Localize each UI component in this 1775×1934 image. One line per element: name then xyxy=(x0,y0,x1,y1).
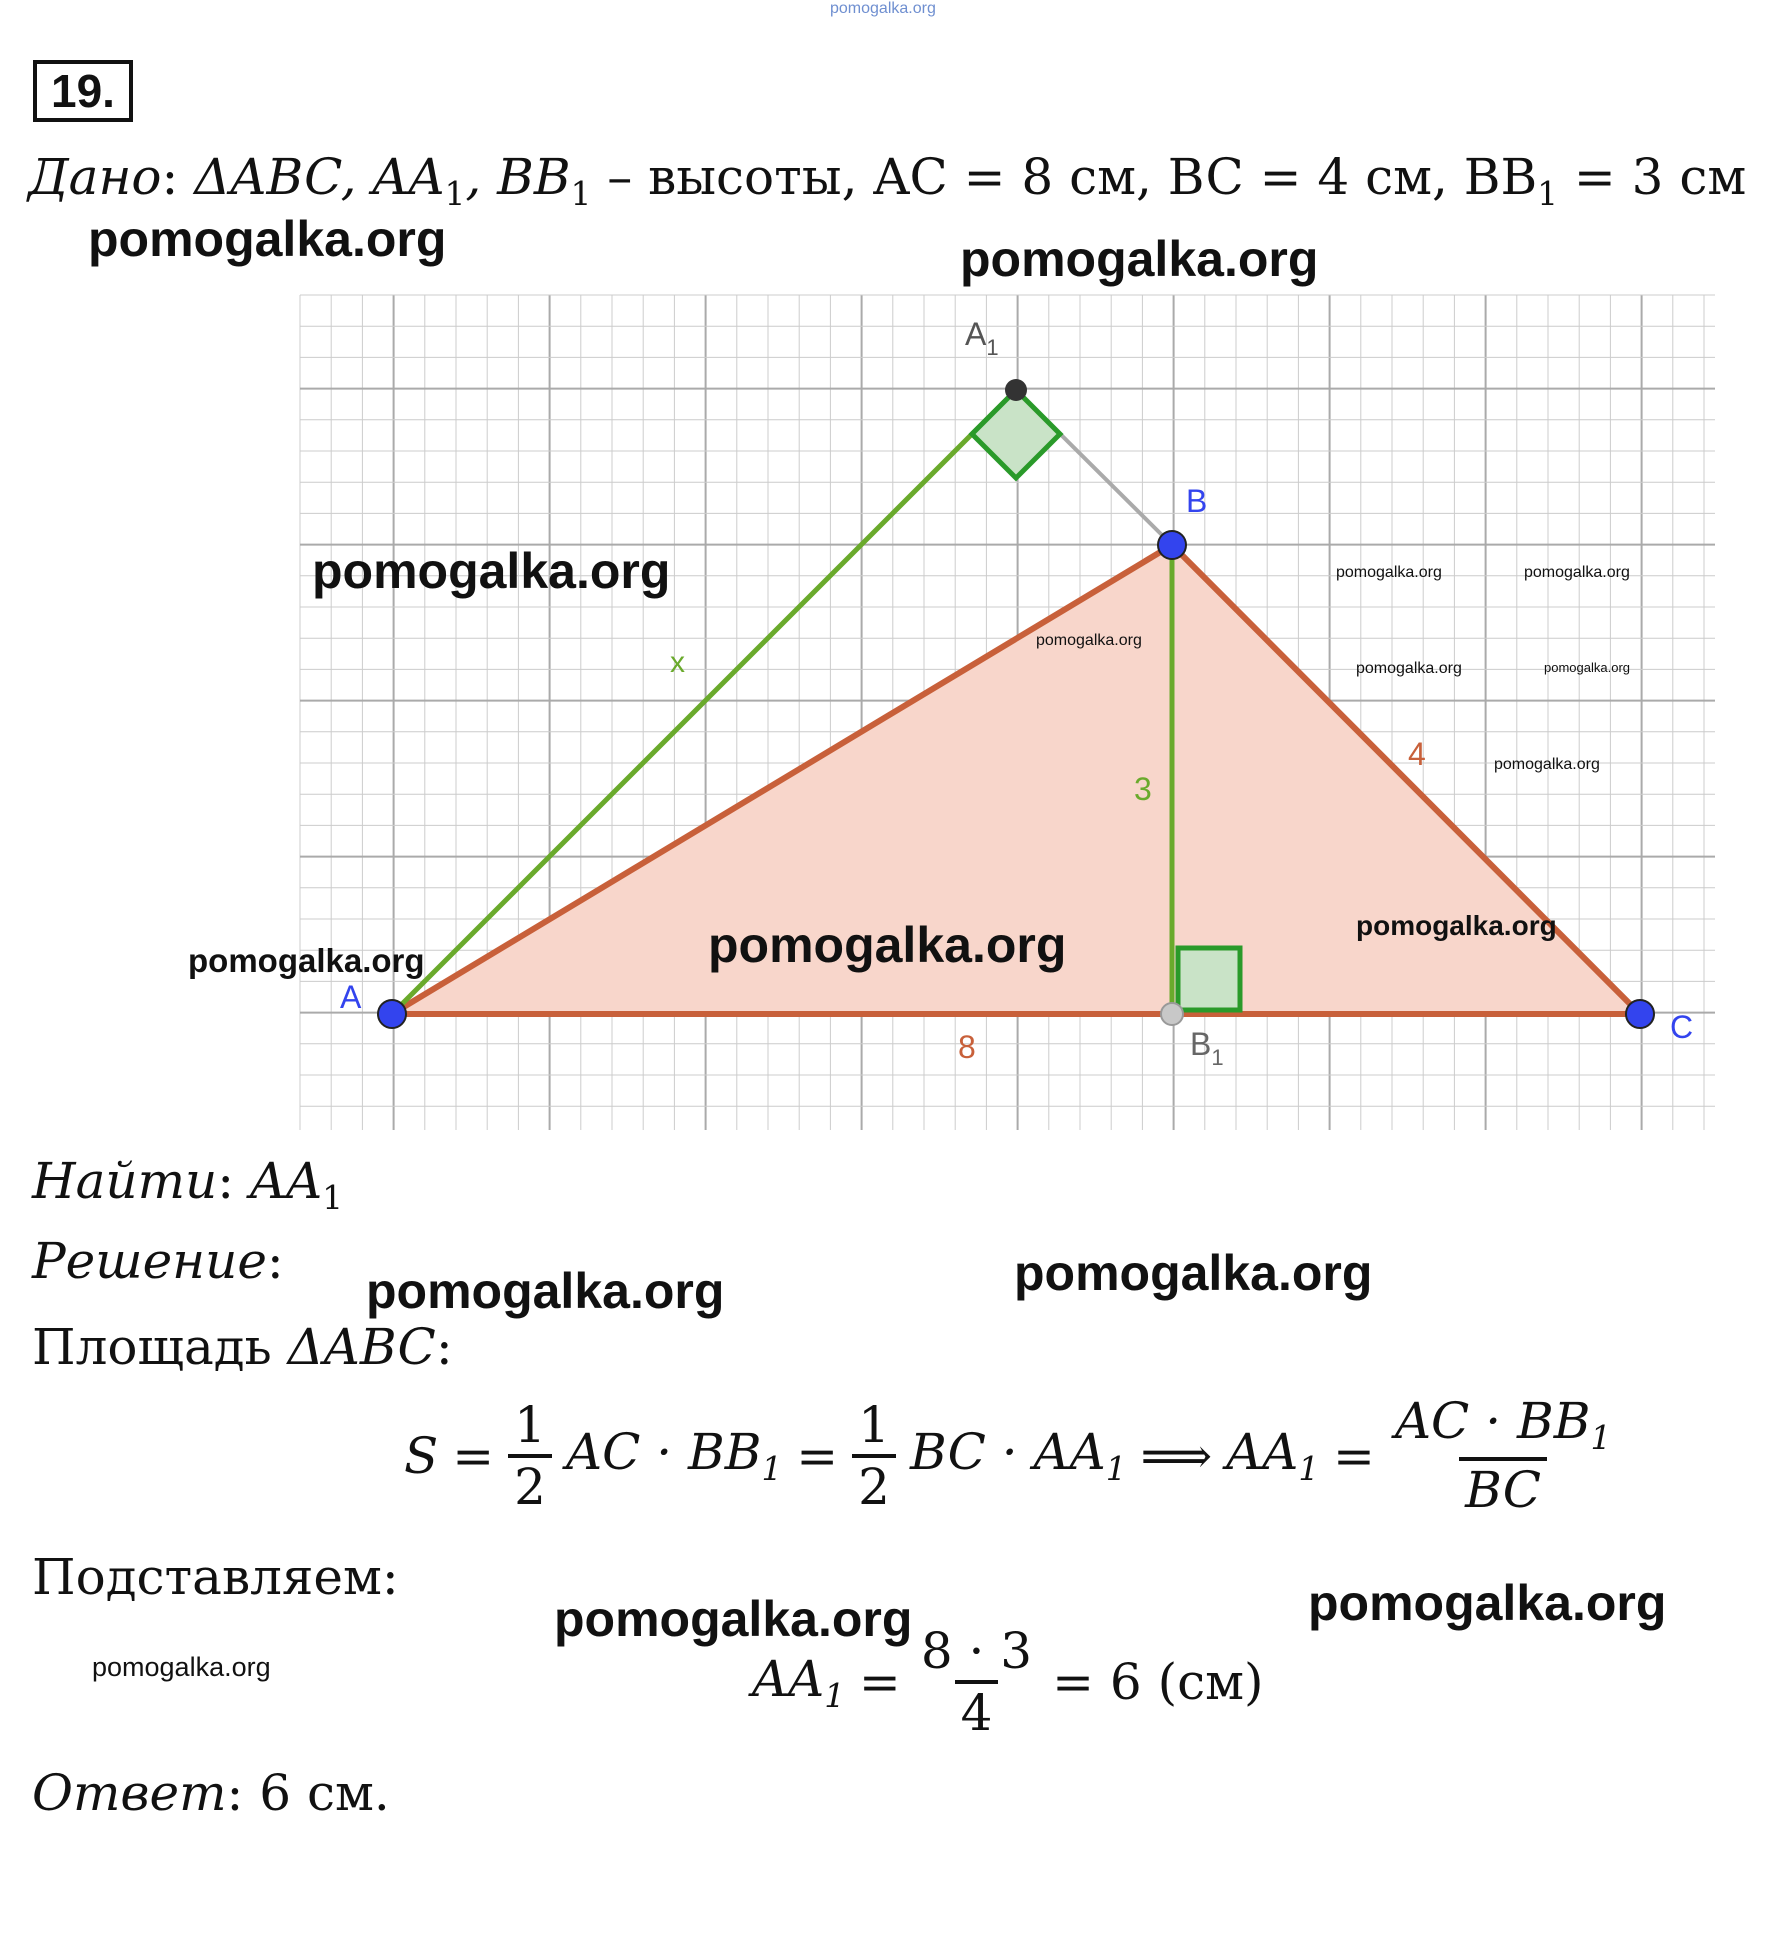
watermark-7: pomogalka.org xyxy=(1036,632,1142,649)
label-8: 8 xyxy=(958,1029,976,1065)
substitute-label: Подставляем: xyxy=(32,1548,399,1606)
watermark-3: pomogalka.org xyxy=(312,543,671,599)
point-a xyxy=(378,1000,406,1028)
watermark-13: pomogalka.org xyxy=(366,1263,725,1319)
watermark-15: pomogalka.org xyxy=(554,1591,913,1647)
watermark-9: pomogalka.org xyxy=(1524,564,1630,581)
point-b1 xyxy=(1161,1003,1183,1025)
right-angle-a1 xyxy=(972,390,1060,478)
label-c: C xyxy=(1670,1009,1694,1045)
given-aa: AA xyxy=(372,148,445,206)
watermark-4: pomogalka.org xyxy=(708,917,1067,973)
answer-line: Ответ: 6 см. xyxy=(32,1764,390,1822)
watermark-6: pomogalka.org xyxy=(1356,910,1557,941)
label-x: x xyxy=(670,646,685,679)
label-3: 3 xyxy=(1134,771,1152,807)
label-a1: $A_1$ xyxy=(965,316,999,360)
point-b xyxy=(1158,531,1186,559)
problem-number: 19. xyxy=(33,60,133,122)
label-a: A xyxy=(340,979,362,1015)
given-triangle: ΔABC, xyxy=(194,148,357,206)
label-b: B xyxy=(1186,483,1208,519)
watermark-5: pomogalka.org xyxy=(188,942,425,979)
watermark-11: pomogalka.org xyxy=(1544,660,1630,675)
label-b1: $B_1$ xyxy=(1190,1026,1224,1070)
given-label: Дано xyxy=(28,148,162,206)
point-c xyxy=(1626,1000,1654,1028)
header-watermark: pomogalka.org xyxy=(830,0,936,17)
label-4: 4 xyxy=(1408,736,1426,772)
watermark-2: pomogalka.org xyxy=(960,231,1319,287)
watermark-12: pomogalka.org xyxy=(1494,756,1600,773)
watermark-10: pomogalka.org xyxy=(1356,660,1462,677)
watermark-16: pomogalka.org xyxy=(1308,1575,1667,1631)
area-formula: S = $\frac{1}{2}$ AC · $BB_1$ = $\frac{1}{2}$ BC · $AA_1$ ⟹ $AA_1$ = $\frac{AC \cdot BB_1}{BC}$ xyxy=(404,1392,1612,1519)
find-line: Найти: $AA_1$ xyxy=(32,1152,343,1217)
right-angle-b1 xyxy=(1178,948,1240,1010)
watermark-14: pomogalka.org xyxy=(1014,1245,1373,1301)
watermark-17: pomogalka.org xyxy=(92,1652,271,1682)
watermark-1: pomogalka.org xyxy=(88,211,447,267)
solution-line: Решение: xyxy=(32,1232,284,1290)
point-a1 xyxy=(1005,379,1027,401)
result-formula: $AA_1$ = $\frac{8 \cdot 3}{4}$ = 6 (см) xyxy=(752,1622,1264,1742)
area-line: Площадь ΔABC: xyxy=(32,1318,453,1376)
given-line: Дано: ΔABC, $AA_1$, $BB_1$ – высоты, AC = 8 см, BC = 4 см, $BB_1 = 3$ см xyxy=(28,148,1747,213)
watermark-8: pomogalka.org xyxy=(1336,564,1442,581)
